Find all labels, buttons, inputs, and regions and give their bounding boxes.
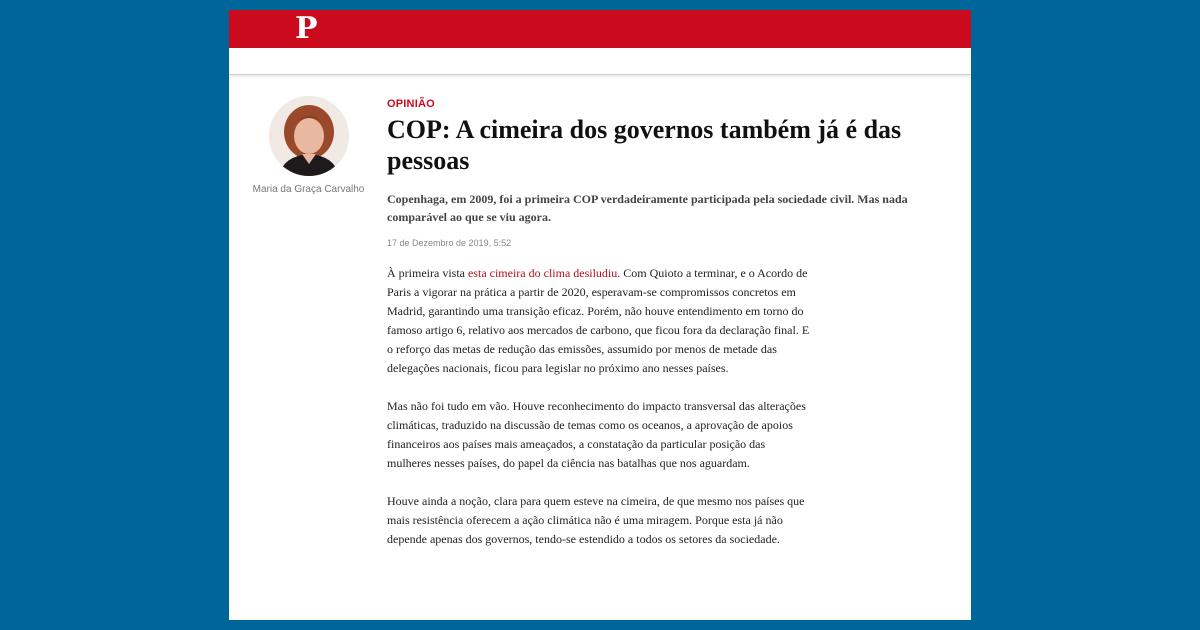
article-page xyxy=(229,10,971,620)
inline-link-cimeira[interactable]: esta cimeira do clima desiludiu xyxy=(467,266,618,280)
publico-logo[interactable]: P xyxy=(295,11,318,46)
article-headline: COP: A cimeira dos governos também já é das pessoas xyxy=(387,115,902,175)
article xyxy=(387,98,957,568)
author-name[interactable]: Maria da Graça Carvalho xyxy=(252,184,365,195)
site-header-bar xyxy=(229,10,971,48)
paragraph-1-rest: . Com Quioto a terminar, e o Acordo de Paris a vigorar na prática a partir de 2020, esperavam-se compromissos concretos em Madrid, garantindo uma transição eficaz. Porém, não houve entendimento em torno do famoso artigo 6, relativo aos mercados de carbono, que ficou fora da declaração final. E o reforço das metas de redução das emissões, assumido por menos de metade das delegações nacionais, ficou para legislar no próximo ano nesses países. xyxy=(387,266,810,375)
article-lead: Copenhaga, em 2009, foi a primeira COP verdadeiramente participada pela sociedade civil. Mas nada comparável ao que se viu agora. xyxy=(387,192,908,224)
author-portrait xyxy=(269,96,349,176)
author-block xyxy=(246,96,371,195)
publish-date: 17 de Dezembro de 2019, 5:52 xyxy=(387,238,512,248)
paragraph-1 xyxy=(387,264,811,378)
section-kicker[interactable]: OPINIÃO xyxy=(387,98,435,110)
paragraph-2: Mas não foi tudo em vão. Houve reconhecimento do impacto transversal das alterações climáticas, traduzido na discussão de temas como os oceanos, a aprovação de apoios financeiros aos países mais ameaçados, a constatação da particular posição das mulheres nesses países, do papel da ciência nas batalhas que nos aguardam. xyxy=(387,399,806,470)
author-avatar[interactable] xyxy=(269,96,349,176)
paragraph-1-start: À primeira vista xyxy=(387,266,468,280)
paragraph-3: Houve ainda a noção, clara para quem esteve na cimeira, de que mesmo nos países que mais resistência oferecem a ação climática não é uma miragem. Porque esta já não depende apenas dos governos, tendo-se estendido a todos os setores da sociedade. xyxy=(387,494,805,546)
article-body xyxy=(387,264,811,549)
site-subheader xyxy=(229,48,971,75)
